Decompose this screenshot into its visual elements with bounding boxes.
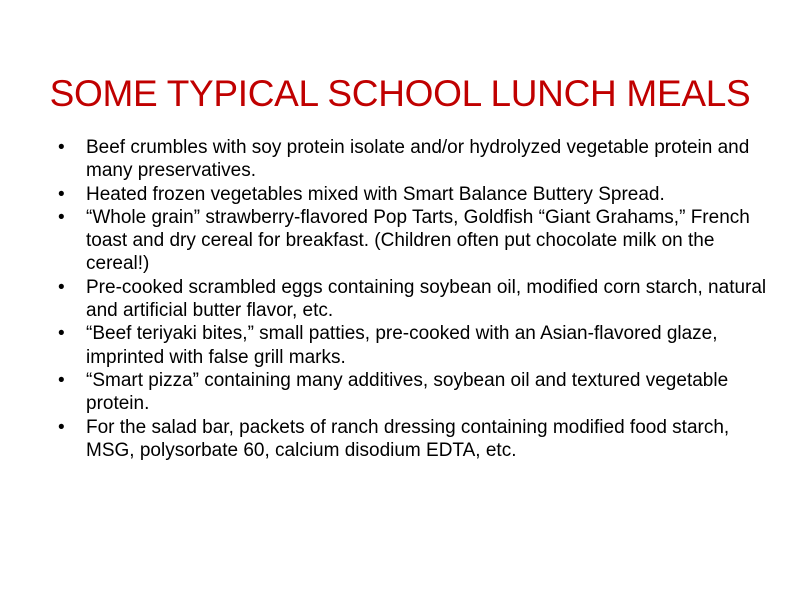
bullet-item xyxy=(58,206,773,276)
bullet-item xyxy=(58,369,773,416)
bullet-text: “Whole grain” strawberry-flavored Pop Tarts, Goldfish “Giant Grahams,” French toast and dry cereal for breakfast. (Children often put chocolate milk on the cereal!) xyxy=(86,206,750,275)
bullet-dot-icon: • xyxy=(58,416,65,438)
bullet-item xyxy=(58,276,773,323)
bullet-item xyxy=(58,322,773,369)
bullet-dot-icon: • xyxy=(58,183,65,205)
bullet-dot-icon: • xyxy=(58,206,65,228)
bullet-item xyxy=(58,136,773,183)
bullet-dot-icon: • xyxy=(58,276,65,298)
bullet-text: “Beef teriyaki bites,” small patties, pre-cooked with an Asian-flavored glaze, imprinted with false grill marks. xyxy=(86,323,718,368)
bullet-dot-icon: • xyxy=(58,137,65,158)
bullet-dot-icon: • xyxy=(58,369,65,391)
bullet-item xyxy=(58,183,773,206)
bullet-text: Heated frozen vegetables mixed with Smart Balance Buttery Spread. xyxy=(86,183,665,205)
bullet-dot-icon: • xyxy=(58,323,65,345)
bullet-text: “Smart pizza” containing many additives, soybean oil and textured vegetable protein. xyxy=(86,369,729,415)
bullet-item xyxy=(58,416,773,463)
bullet-text: Beef crumbles with soy protein isolate and/or hydrolyzed vegetable protein and many preservatives. xyxy=(86,137,750,182)
slide-title: SOME TYPICAL SCHOOL LUNCH MEALS xyxy=(49,73,751,114)
bullet-text: Pre-cooked scrambled eggs containing soybean oil, modified corn starch, natural and artificial butter flavor, etc. xyxy=(86,276,767,322)
bullet-text: For the salad bar, packets of ranch dressing containing modified food starch, MSG, polysorbate 60, calcium disodium EDTA, etc. xyxy=(86,416,730,461)
bullet-list xyxy=(58,136,773,462)
